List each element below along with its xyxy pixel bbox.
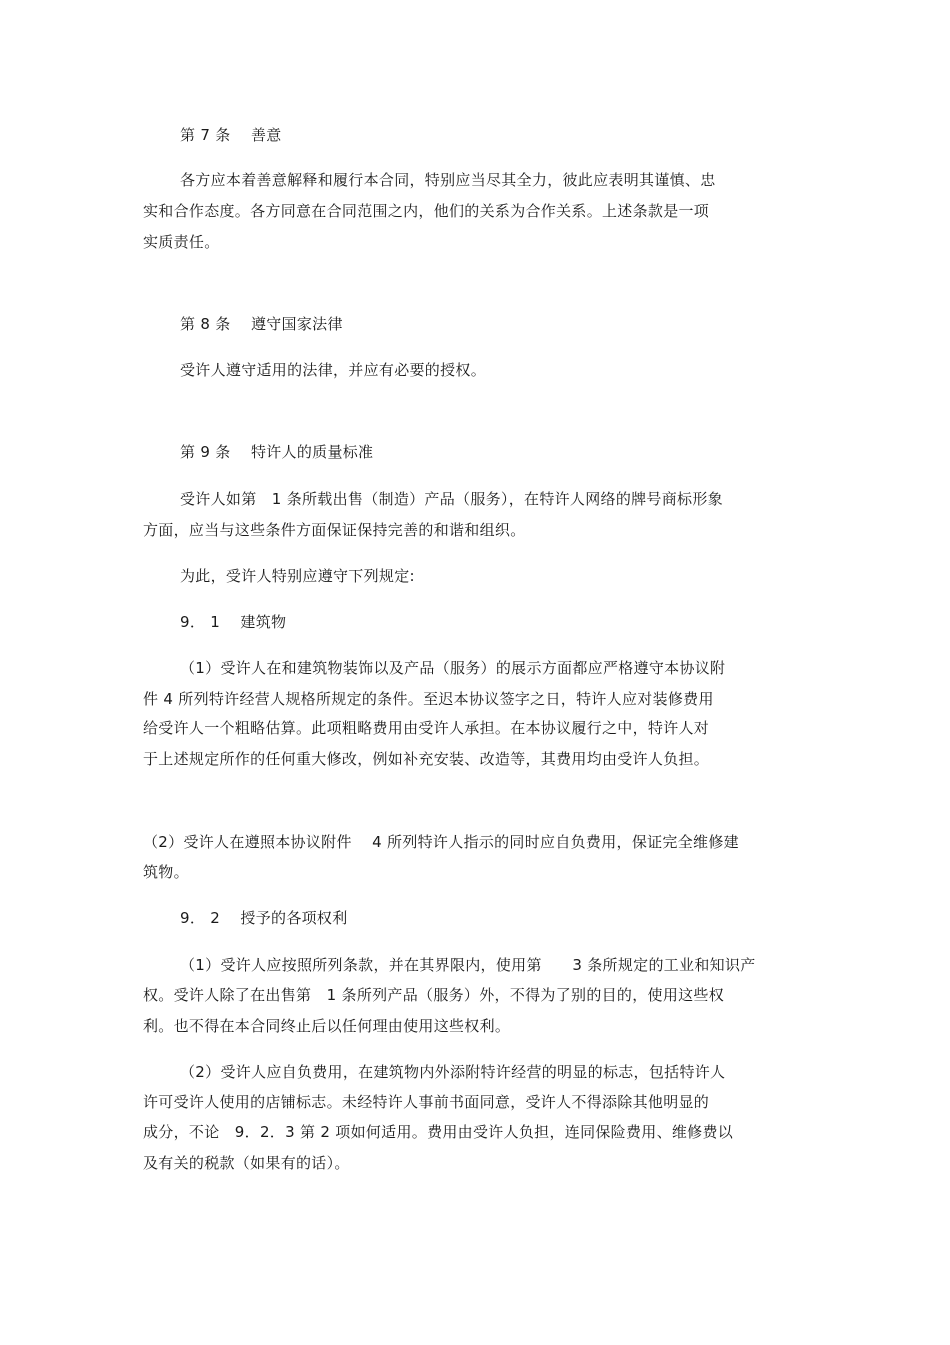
section-9-1-heading: 9． 1 建筑物 <box>180 613 287 631</box>
section-9-1-text-line: 件 4 所列特许经营人规格所规定的条件。至迟本协议签字之日，特许人应对装修费用 <box>143 690 714 708</box>
article-7-text-line: 实质责任。 <box>143 233 220 251</box>
article-9-heading: 第 9 条 特许人的质量标准 <box>180 443 374 461</box>
section-9-2-text-line: （1）受许人应按照所列条款，并在其界限内，使用第 3 条所规定的工业和知识产 <box>180 956 756 974</box>
section-9-2-text-line: 及有关的税款（如果有的话）。 <box>143 1154 350 1172</box>
section-9-1-text-line: 筑物。 <box>143 863 189 881</box>
article-7-text-line: 各方应本着善意解释和履行本合同，特别应当尽其全力，彼此应表明其谨慎、忠 <box>180 171 716 189</box>
article-7-heading: 第 7 条 善意 <box>180 126 282 144</box>
section-9-1-text-line: （1）受许人在和建筑物装饰以及产品（服务）的展示方面都应严格遵守本协议附 <box>180 659 726 677</box>
article-9-text-line: 方面，应当与这些条件方面保证保持完善的和谐和组织。 <box>143 521 526 539</box>
section-9-2-text-line: 权。受许人除了在出售第 1 条所列产品（服务）外，不得为了别的目的，使用这些权 <box>143 986 725 1004</box>
section-9-2-text-line: 许可受许人使用的店铺标志。未经特许人事前书面同意，受许人不得添除其他明显的 <box>143 1093 710 1111</box>
section-9-2-text-line: 成分，不论 9．2．3 第 2 项如何适用。费用由受许人负担，连同保险费用、维修费以 <box>143 1123 734 1141</box>
section-9-2-text-line: 利。也不得在本合同终止后以任何理由使用这些权利。 <box>143 1017 511 1035</box>
section-9-2-text-line: （2）受许人应自负费用，在建筑物内外添附特许经营的明显的标志，包括特许人 <box>180 1063 726 1081</box>
section-9-1-text-line: 于上述规定所作的任何重大修改，例如补充安装、改造等，其费用均由受许人负担。 <box>143 750 710 768</box>
article-7-text-line: 实和合作态度。各方同意在合同范围之内，他们的关系为合作关系。上述条款是一项 <box>143 202 710 220</box>
article-9-text-line: 为此，受许人特别应遵守下列规定: <box>180 567 415 585</box>
section-9-1-text-line: （2）受许人在遵照本协议附件 4 所列特许人指示的同时应自负费用，保证完全维修建 <box>143 833 739 851</box>
article-9-text-line: 受许人如第 1 条所载出售（制造）产品（服务），在特许人网络的牌号商标形象 <box>180 490 723 508</box>
article-8-heading: 第 8 条 遵守国家法律 <box>180 315 343 333</box>
section-9-2-heading: 9． 2 授予的各项权利 <box>180 909 348 927</box>
section-9-1-text-line: 给受许人一个粗略估算。此项粗略费用由受许人承担。在本协议履行之中，特许人对 <box>143 719 710 737</box>
article-8-text-line: 受许人遵守适用的法律，并应有必要的授权。 <box>180 361 487 379</box>
